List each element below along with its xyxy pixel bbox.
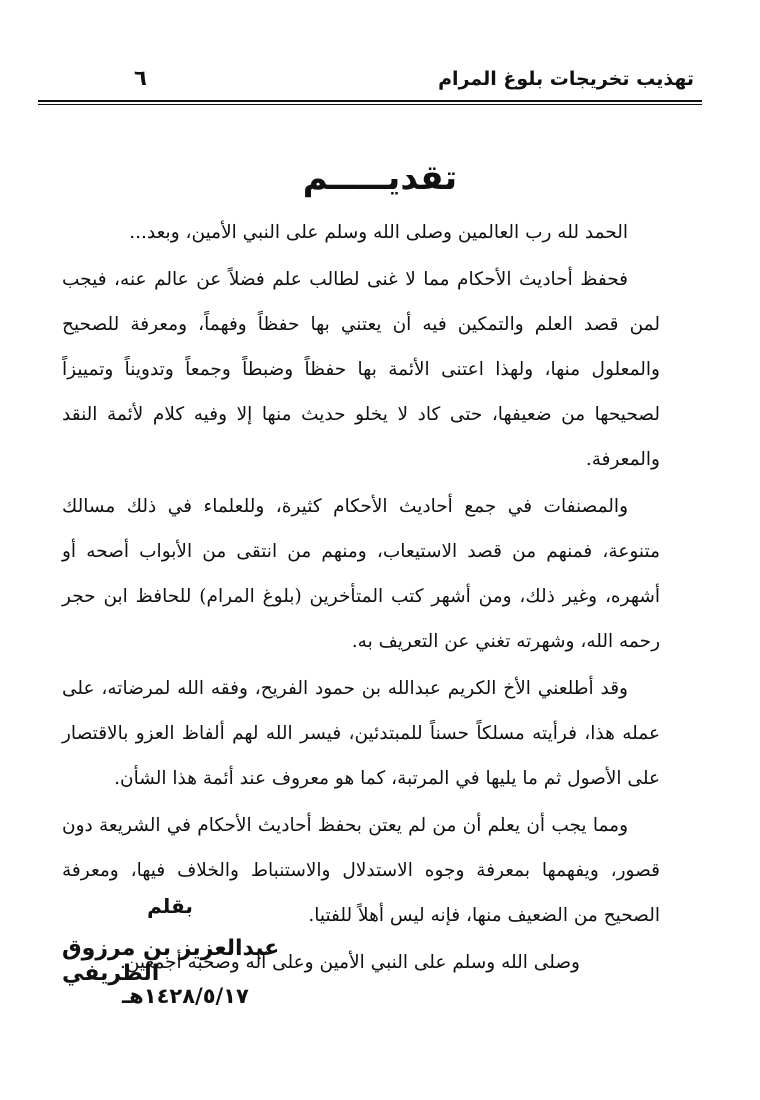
paragraph: ومما يجب أن يعلم أن من لم يعتن بحفظ أحاديث الأحكام في الشريعة دون قصور، ويفهمها بمعرفة وجوه الاستدلال والاستنباط والخلاف فيها، ومعرفة الصحيح من الضعيف منها، فإنه ليس أهلاً للفتيا. [62,815,660,926]
paragraph-closing: وصلى الله وسلم على النبي الأمين وعلى آله وصحبه أجمعين. [119,952,580,973]
book-title: تهذيب تخريجات بلوغ المرام [438,68,694,90]
paragraph-opening: الحمد لله رب العالمين وصلى الله وسلم على النبي الأمين، وبعد... [129,222,628,243]
signature-by-label: بقلم [147,894,193,918]
signature-date: ١٤٢٨/٥/١٧هـ [122,984,249,1008]
preface-body [62,210,660,987]
author-name: عبدالعزيز بن مرزوق الطريفي [62,936,280,986]
paragraph: وقد أطلعني الأخ الكريم عبدالله بن حمود الفريح، وفقه الله لمرضاته، على عمله هذا، فرأيته مسلكاً حسناً للمبتدئين، فيسر الله لهم ألفاظ العزو بالاقتصار على الأصول ثم ما يليها في المرتبة، كما هو معروف عند أئمة هذا الشأن. [62,678,660,789]
page-number: ٦ [134,66,147,90]
header-divider [38,100,702,102]
running-header [38,62,702,102]
section-title: تقديـــــم [302,158,458,198]
paragraph: فحفظ أحاديث الأحكام مما لا غنى لطالب علم فضلاً عن عالم عنه، فيجب لمن قصد العلم والتمكين فيه أن يعتني بها حفظاً وفهماً، ومعرفة للصحيح والمعلول منها، ولهذا اعتنى الأئمة بها حفظاً وضبطاً وجمعاً وتدويناً وتمييزاً لصحيحها من ضعيفها، حتى كاد لا يخلو حديث منها إلا وفيه كلام لأئمة النقد والمعرفة. [62,269,660,470]
header-divider-thin [38,104,702,105]
paragraph: والمصنفات في جمع أحاديث الأحكام كثيرة، وللعلماء في ذلك مسالك متنوعة، فمنهم من قصد الاستيعاب، ومنهم من انتقى من الأبواب أصحه أو أشهره، وغير ذلك، ومن أشهر كتب المتأخرين (بلوغ المرام) للحافظ ابن حجر رحمه الله، وشهرته تغني عن التعريف به. [62,496,660,652]
